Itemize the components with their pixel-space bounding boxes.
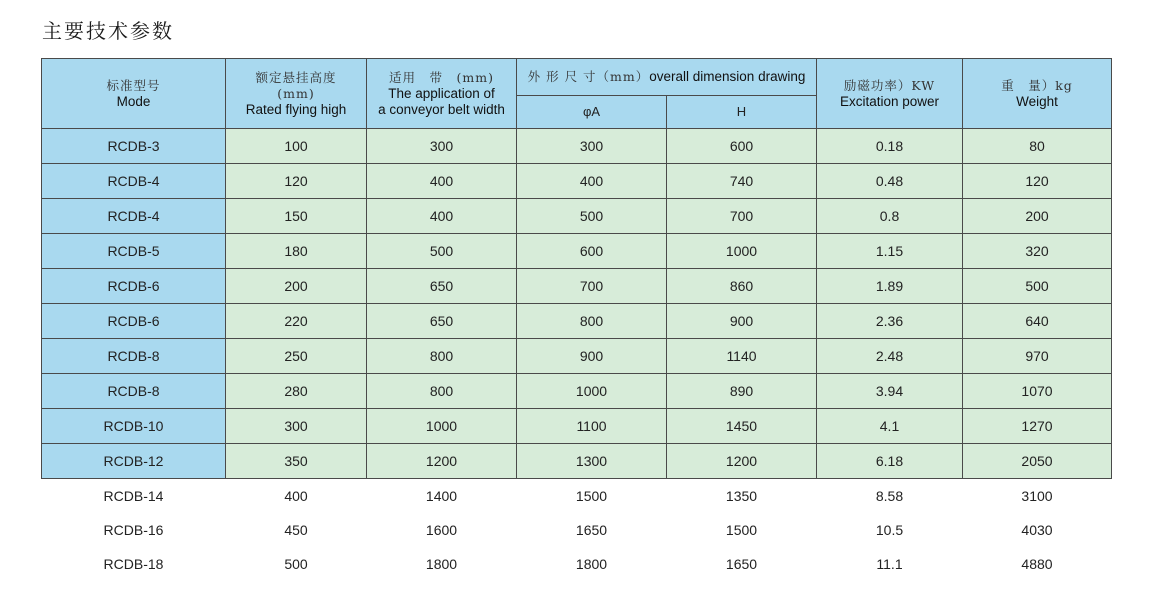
header-belt-cn: 适用 带 (mm) [389,69,494,85]
cell-model: RCDB-3 [42,129,226,164]
header-model-cn: 标准型号 [106,77,161,93]
header-power-en: Excitation power [839,93,940,109]
cell-height: 250 [226,339,367,374]
cell-weight: 80 [963,129,1112,164]
cell-h: 1200 [667,444,817,479]
cell-h: 700 [667,199,817,234]
cell-belt: 1200 [367,444,517,479]
header-height-en: Rated flying high [245,101,347,117]
cell-a: 500 [517,199,667,234]
cell-height: 200 [226,269,367,304]
cell-power: 2.48 [817,339,963,374]
cell-belt: 800 [367,374,517,409]
cell-a: 700 [517,269,667,304]
header-belt-en2: a conveyor belt width [378,101,505,117]
cell-belt: 400 [367,199,517,234]
header-power-cn: 励磁功率）KW [843,77,936,93]
cell-height: 350 [226,444,367,479]
table-row-extra [42,547,1112,581]
cell-a: 1300 [517,444,667,479]
header-weight-cn: 重 量）kg [1001,77,1073,93]
cell-h: 1500 [667,513,817,547]
cell-height: 500 [226,547,367,581]
cell-power: 11.1 [817,547,963,581]
cell-power: 1.89 [817,269,963,304]
table-row [42,164,1112,199]
cell-power: 6.18 [817,444,963,479]
cell-belt: 800 [367,339,517,374]
cell-belt: 1800 [367,547,517,581]
cell-height: 100 [226,129,367,164]
cell-weight: 970 [963,339,1112,374]
cell-a: 900 [517,339,667,374]
cell-h: 740 [667,164,817,199]
spec-table [41,58,1112,581]
table-row [42,234,1112,269]
cell-model: RCDB-14 [42,479,226,514]
cell-model: RCDB-5 [42,234,226,269]
cell-belt: 1000 [367,409,517,444]
cell-model: RCDB-4 [42,199,226,234]
cell-height: 220 [226,304,367,339]
cell-power: 8.58 [817,479,963,514]
cell-model: RCDB-10 [42,409,226,444]
cell-power: 0.18 [817,129,963,164]
header-height-unit: (mm) [277,85,315,101]
cell-a: 1500 [517,479,667,514]
table-row [42,409,1112,444]
table-row [42,129,1112,164]
cell-weight: 320 [963,234,1112,269]
cell-model: RCDB-12 [42,444,226,479]
cell-model: RCDB-6 [42,269,226,304]
cell-weight: 200 [963,199,1112,234]
header-height [226,59,367,129]
header-dimension-a: φA [517,96,667,129]
page-title: 主要技术参数 [42,19,174,43]
table-row-extra [42,513,1112,547]
cell-weight: 1070 [963,374,1112,409]
cell-h: 1140 [667,339,817,374]
cell-belt: 300 [367,129,517,164]
header-model-en: Mode [116,93,151,109]
cell-height: 400 [226,479,367,514]
cell-height: 450 [226,513,367,547]
header-dimension-h: H [667,96,817,129]
cell-height: 120 [226,164,367,199]
header-dimension-cn: 外 形 尺 寸（mm） [527,69,650,84]
cell-height: 300 [226,409,367,444]
table-row [42,269,1112,304]
cell-power: 1.15 [817,234,963,269]
cell-belt: 400 [367,164,517,199]
cell-weight: 2050 [963,444,1112,479]
cell-h: 1650 [667,547,817,581]
cell-height: 150 [226,199,367,234]
cell-model: RCDB-16 [42,513,226,547]
cell-h: 1000 [667,234,817,269]
cell-belt: 650 [367,304,517,339]
cell-h: 890 [667,374,817,409]
cell-belt: 1400 [367,479,517,514]
cell-a: 1100 [517,409,667,444]
table-row [42,374,1112,409]
header-power [817,59,963,129]
table-row [42,339,1112,374]
header-dimension [517,59,817,96]
cell-h: 1450 [667,409,817,444]
cell-power: 3.94 [817,374,963,409]
cell-weight: 1270 [963,409,1112,444]
cell-weight: 640 [963,304,1112,339]
table-row-extra [42,479,1112,514]
cell-weight: 120 [963,164,1112,199]
cell-model: RCDB-4 [42,164,226,199]
cell-belt: 650 [367,269,517,304]
cell-power: 4.1 [817,409,963,444]
table-row [42,199,1112,234]
cell-height: 180 [226,234,367,269]
cell-belt: 1600 [367,513,517,547]
cell-weight: 500 [963,269,1112,304]
cell-a: 800 [517,304,667,339]
cell-a: 1000 [517,374,667,409]
cell-a: 300 [517,129,667,164]
cell-model: RCDB-8 [42,374,226,409]
header-height-cn: 额定悬挂高度 [255,69,337,85]
header-belt-en1: The application of [388,85,495,101]
cell-height: 280 [226,374,367,409]
cell-a: 600 [517,234,667,269]
cell-a: 1650 [517,513,667,547]
cell-model: RCDB-18 [42,547,226,581]
table-row [42,304,1112,339]
cell-h: 860 [667,269,817,304]
cell-power: 0.48 [817,164,963,199]
cell-h: 600 [667,129,817,164]
header-weight [963,59,1112,129]
cell-a: 1800 [517,547,667,581]
cell-model: RCDB-6 [42,304,226,339]
cell-weight: 4880 [963,547,1112,581]
header-dimension-en: overall dimension drawing [649,69,806,84]
cell-h: 1350 [667,479,817,514]
cell-model: RCDB-8 [42,339,226,374]
header-model [42,59,226,129]
cell-belt: 500 [367,234,517,269]
cell-weight: 3100 [963,479,1112,514]
cell-weight: 4030 [963,513,1112,547]
table-row [42,444,1112,479]
header-belt [367,59,517,129]
cell-a: 400 [517,164,667,199]
cell-power: 0.8 [817,199,963,234]
cell-h: 900 [667,304,817,339]
cell-power: 2.36 [817,304,963,339]
header-weight-en: Weight [1016,93,1058,109]
cell-power: 10.5 [817,513,963,547]
